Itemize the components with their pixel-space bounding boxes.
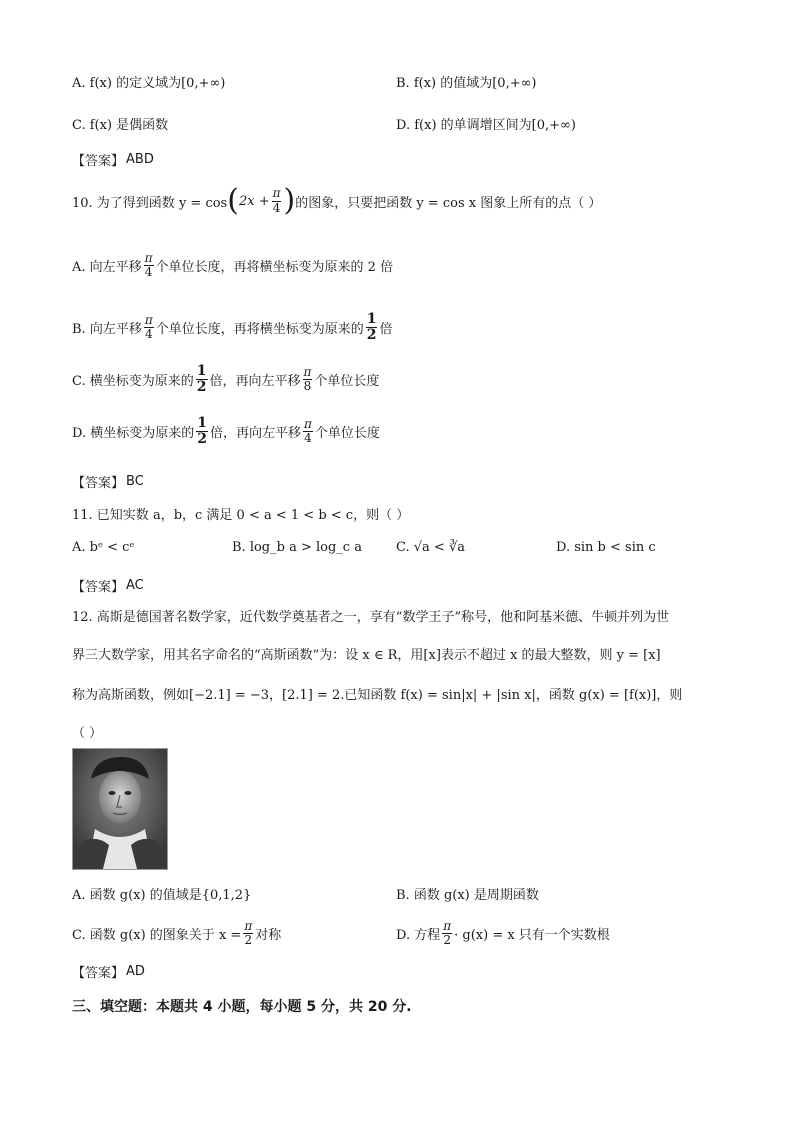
q10-stem-suffix: 的图象，只要把函数 y = cos x 图象上所有的点（ ）	[295, 195, 602, 211]
q12-option-a: A. 函数 g(x) 的值域是{0,1,2}	[72, 888, 252, 903]
paren-left: (	[227, 183, 239, 218]
q10-option-c: C. 横坐标变为原来的 $\frac{1}{2}$ 倍，再向左平移 $\frac{\pi}{8}$ 个单位长度	[72, 363, 380, 396]
q10-option-a: A. 向左平移 $\frac{\pi}{4}$ 个单位长度，再将横坐标变为原来的 2 倍	[72, 251, 394, 280]
answer-tag: 【答案】	[72, 580, 125, 595]
answer-value: AD	[126, 964, 145, 979]
q9-answer	[72, 150, 154, 169]
fraction-pi-over-4: $\frac{\pi}{4}$	[144, 313, 153, 342]
section-three-title: 三、填空题：本题共 4 小题，每小题 5 分，共 20 分.	[72, 999, 412, 1015]
q12-line-4: （ ）	[72, 726, 103, 741]
fraction-pi-over-2: $\frac{\pi}{2}$	[244, 919, 253, 948]
q11-option-a: A. bᵉ < cᵉ	[72, 540, 135, 555]
q10-stem	[72, 183, 602, 218]
paren-right: )	[283, 183, 296, 218]
fraction-one-half: $\frac{1}{2}$	[196, 363, 207, 396]
fraction-pi-over-8: $\frac{\pi}{8}$	[303, 365, 312, 394]
q12-option-b: B. 函数 g(x) 是周期函数	[396, 888, 539, 903]
fraction-pi-over-4: $\frac{\pi}{4}$	[304, 417, 312, 446]
q10-option-d: D. 横坐标变为原来的 $\frac{1}{2}$ 倍，再向左平移 $\frac{\pi}{4}$ 个单位长度	[72, 415, 380, 448]
q10-option-b: B. 向左平移 $\frac{\pi}{4}$ 个单位长度，再将横坐标变为原来的 $\frac{1}{2}$ 倍	[72, 311, 393, 344]
answer-value: BC	[126, 474, 144, 489]
fraction-pi-over-4: $\frac{\pi}{4}$	[144, 251, 153, 280]
q12-line-2: 界三大数学家，用其名字命名的“高斯函数”为：设 x ∈ R，用[x]表示不超过 x 的最大整数，则 y = [x]	[72, 648, 661, 663]
q12-answer	[72, 962, 145, 981]
q12-line-3: 称为高斯函数，例如[−2.1] = −3，[2.1] = 2.已知函数 f(x) = sin|x| + |sin x|，函数 g(x) = [f(x)]，则	[72, 688, 683, 703]
q11-answer	[72, 576, 144, 595]
q10-inner: 2x +	[238, 193, 270, 209]
fraction-one-half: $\frac{1}{2}$	[366, 311, 377, 344]
answer-value: ABD	[126, 152, 154, 167]
answer-tag: 【答案】	[72, 154, 125, 169]
q11-stem: 11. 已知实数 a，b，c 满足 0 < a < 1 < b < c，则（ ）	[72, 508, 410, 523]
fraction-one-half: $\frac{1}{2}$	[197, 415, 207, 448]
answer-tag: 【答案】	[72, 476, 125, 491]
answer-tag: 【答案】	[72, 966, 125, 981]
q9-option-b: B. f(x) 的值域为[0,+∞)	[396, 76, 537, 91]
fraction-pi-over-4: $\frac{\pi}{4}$	[272, 186, 281, 215]
q12-line-1: 12. 高斯是德国著名数学家，近代数学奠基者之一，享有“数学王子”称号，他和阿基米德、牛顿并列为世	[72, 610, 670, 625]
q9-option-a: A. f(x) 的定义域为[0,+∞)	[72, 76, 226, 91]
q11-option-d: D. sin b < sin c	[556, 540, 656, 555]
gauss-portrait-image	[72, 748, 168, 870]
answer-value: AC	[126, 578, 144, 593]
q12-option-d: D. 方程 $\frac{\pi}{2}$ · g(x) = x 只有一个实数根	[396, 919, 610, 948]
q9-option-c: C. f(x) 是偶函数	[72, 118, 169, 133]
q11-option-c: C. √a < ∛a	[396, 540, 465, 555]
q12-option-c: C. 函数 g(x) 的图象关于 x = $\frac{\pi}{2}$ 对称	[72, 919, 282, 948]
q9-option-d: D. f(x) 的单调增区间为[0,+∞)	[396, 118, 576, 133]
q11-option-b: B. log_b a > log_c a	[232, 540, 362, 555]
q10-answer	[72, 472, 144, 491]
q10-stem-prefix: 10. 为了得到函数 y = cos	[72, 195, 228, 211]
fraction-pi-over-2: $\frac{\pi}{2}$	[443, 919, 452, 948]
